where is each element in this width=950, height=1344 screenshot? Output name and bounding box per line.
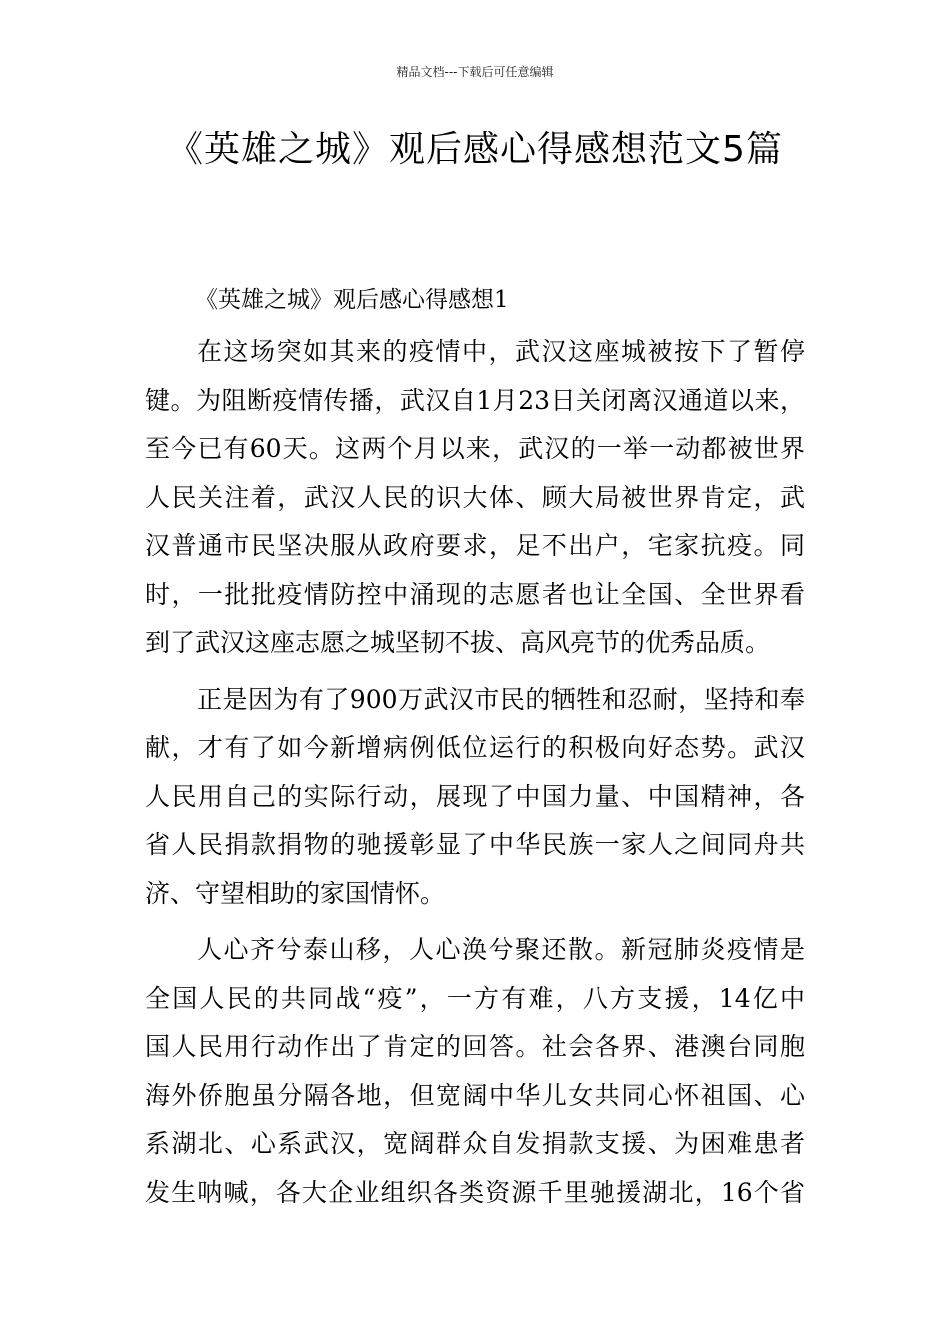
paragraph-line: 人民关注着，武汉人民的识大体、顾大局被世界肯定，武 [145,482,805,512]
paragraph-line: 在这场突如其来的疫情中，武汉这座城被按下了暂停 [197,337,805,366]
paragraph [145,926,805,1217]
document-body [145,280,805,1217]
paragraph [145,676,805,919]
section-heading: 《英雄之城》观后感心得感想1 [195,287,509,313]
header-note: 精品文档---下载后可任意编辑 [396,65,554,79]
paragraph-line: 济、守望相助的家国情怀。 [145,878,446,908]
paragraph-line: 海外侨胞虽分隔各地，但宽阔中华儿女共同心怀祖国、心 [145,1080,805,1110]
paragraph-line: 人心齐兮泰山移，人心涣兮聚还散。新冠肺炎疫情是 [197,935,805,964]
document-title: 《英雄之城》观后感心得感想范文5篇 [167,129,783,170]
paragraph-line: 至今已有60天。这两个月以来，武汉的一举一动都被世界 [145,434,805,463]
paragraph [145,328,805,668]
paragraph-line: 全国人民的共同战“疫”，一方有难，八方支援，14亿中 [145,983,805,1013]
paragraph-line: 人民用自己的实际行动，展现了中国力量、中国精神，各 [145,781,805,811]
paragraph-line: 省人民捐款捐物的驰援彰显了中华民族一家人之间同舟共 [145,830,805,859]
paragraph-line: 系湖北、心系武汉，宽阔群众自发捐款支援、为困难患者 [145,1129,805,1158]
paragraph-line: 键。为阻断疫情传播，武汉自1月23日关闭离汉通道以来， [145,385,805,415]
paragraph-line: 时，一批批疫情防控中涌现的志愿者也让全国、全世界看 [145,579,805,609]
paragraph-line: 国人民用行动作出了肯定的回答。社会各界、港澳台同胞 [145,1032,805,1061]
paragraph-line: 发生呐喊，各大企业组织各类资源千里驰援湖北，16个省 [145,1177,805,1207]
paragraph-line: 汉普通市民坚决服从政府要求，足不出户，宅家抗疫。同 [145,531,805,560]
paragraph-line: 到了武汉这座志愿之城坚韧不拔、高风亮节的优秀品质。 [145,628,771,657]
paragraph-line: 献，才有了如今新增病例低位运行的积极向好态势。武汉 [145,733,805,762]
paragraph-list [145,328,805,1217]
paragraph-line: 正是因为有了900万武汉市民的牺牲和忍耐，坚持和奉 [197,684,805,714]
